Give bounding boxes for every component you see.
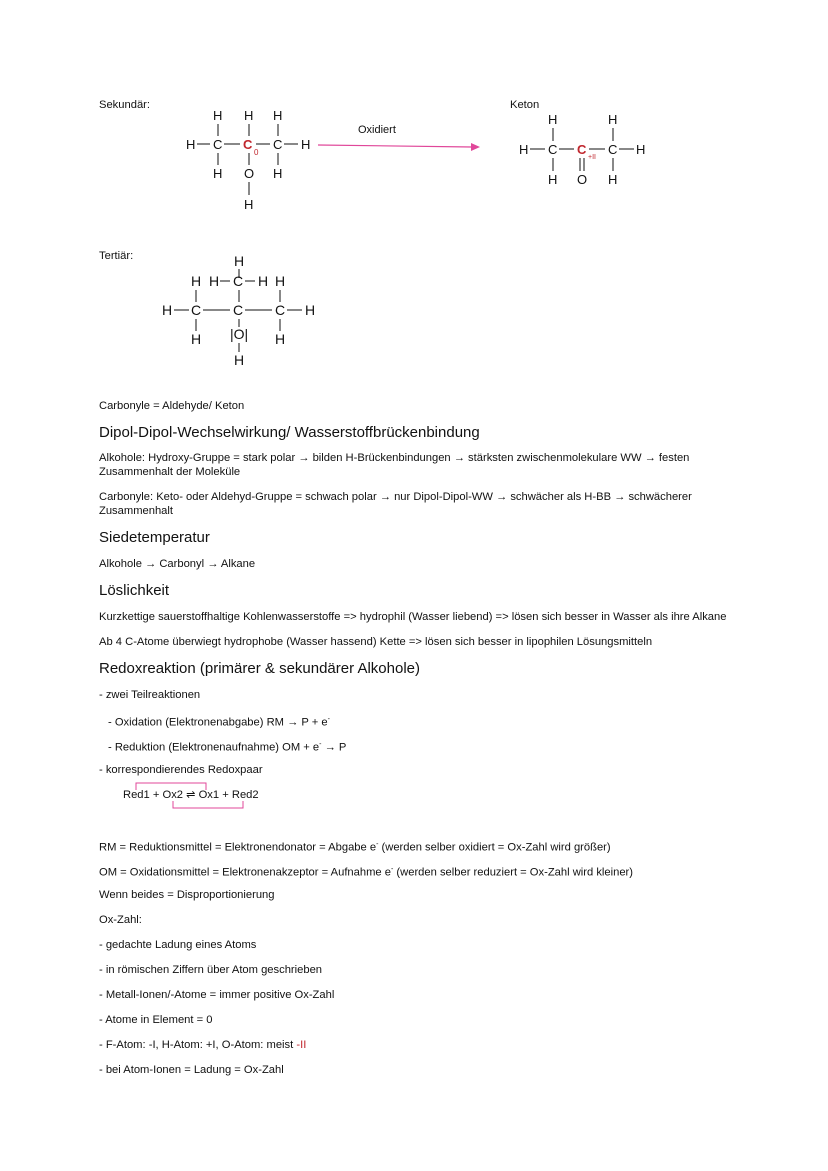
atom-h: H — [305, 302, 316, 318]
atom-h: H — [273, 108, 283, 123]
atom-c: C — [233, 302, 244, 318]
loes-line-2: Ab 4 C-Atome überwiegt hydrophobe (Wasser hassend) Kette => lösen sich besser in lipophilen Lösungsmitteln — [99, 636, 653, 648]
atom-h: H — [275, 273, 286, 289]
atom-h: H — [608, 172, 618, 187]
oxidation-arrow — [318, 124, 480, 151]
atom-h: H — [234, 253, 245, 269]
redox-paar: - korrespondierendes Redoxpaar — [99, 764, 263, 776]
para-alkohole: Alkohole: Hydroxy-Gruppe = stark polar → bilden H-Brückenbindungen → stärksten zwischenmolekulare WW → festen Zusammenhalt der Moleküle — [99, 452, 690, 478]
om-definition: OM = Oxidationsmittel = Elektronenakzeptor = Aufnahme e- (werden selber reduziert = Ox-Zahl wird kleiner) — [99, 866, 633, 879]
atom-h: H — [213, 108, 223, 123]
oxzahl-item: - Atome in Element = 0 — [99, 1014, 213, 1026]
atom-c: C — [191, 302, 202, 318]
atom-h: H — [191, 273, 202, 289]
rm-definition: RM = Reduktionsmittel = Elektronendonator = Abgabe e- (werden selber oxidiert = Ox-Zahl wird größer) — [99, 841, 611, 854]
atom-h: H — [244, 108, 254, 123]
heading-redox: Redoxreaktion (primärer & sekundärer Alkohole) — [99, 660, 420, 677]
redox-teilreaktionen: - zwei Teilreaktionen — [99, 689, 201, 701]
atom-c: C — [548, 142, 558, 157]
heading-dipol: Dipol-Dipol-Wechselwirkung/ Wasserstoffbrückenbindung — [99, 424, 480, 441]
atom-h: H — [258, 273, 269, 289]
disproportionierung: Wenn beides = Disproportionierung — [99, 889, 275, 901]
heading-loeslichkeit: Löslichkeit — [99, 582, 170, 599]
atom-h: H — [234, 352, 245, 368]
redox-reduktion: - Reduktion (Elektronenaufnahme) OM + e- → P — [108, 741, 347, 754]
arrow-label: Oxidiert — [358, 124, 396, 136]
heading-siedetemperatur: Siedetemperatur — [99, 529, 210, 546]
atom-h: H — [275, 331, 286, 347]
atom-c: C — [233, 273, 244, 289]
atom-o-lone-pairs: |O| — [230, 326, 249, 342]
oxzahl-item: - bei Atom-Ionen = Ladung = Ox-Zahl — [99, 1064, 284, 1076]
tertiary-label: Tertiär: — [99, 250, 134, 262]
atom-c: C — [213, 137, 223, 152]
keton-formula — [519, 112, 645, 187]
secondary-label: Sekundär: — [99, 99, 150, 111]
atom-h: H — [548, 112, 558, 127]
carbonyle-line: Carbonyle = Aldehyde/ Keton — [99, 400, 245, 412]
oxzahl-item: - gedachte Ladung eines Atoms — [99, 939, 257, 951]
atom-h: H — [636, 142, 646, 157]
oxzahl-item: - Metall-Ionen/-Atome = immer positive Ox-Zahl — [99, 989, 335, 1001]
atom-c: C — [273, 137, 283, 152]
atom-o: O — [244, 166, 255, 181]
ox-state-0: 0 — [254, 148, 259, 157]
atom-h: H — [608, 112, 618, 127]
ox-minus-ii: -II — [296, 1039, 307, 1051]
loes-line-1: Kurzkettige sauerstoffhaltige Kohlenwasserstoffe => hydrophil (Wasser liebend) => lösen sich besser in Wasser als ihre Alkane — [99, 611, 727, 623]
siede-line: Alkohole → Carbonyl → Alkane — [99, 558, 256, 570]
atom-h: H — [301, 137, 311, 152]
atom-c-red: C — [577, 142, 587, 157]
tertiary-alcohol-formula — [162, 253, 315, 368]
oxzahl-item-fatom: - F-Atom: -I, H-Atom: +I, O-Atom: meist -II — [99, 1039, 307, 1051]
oxzahl-item: - in römischen Ziffern über Atom geschrieben — [99, 964, 323, 976]
atom-h: H — [519, 142, 529, 157]
keton-label: Keton — [510, 99, 540, 111]
secondary-alcohol-formula — [186, 108, 310, 212]
structural-formulas — [0, 0, 828, 380]
atom-h: H — [213, 166, 223, 181]
para-carbonyle: Carbonyle: Keto- oder Aldehyd-Gruppe = schwach polar → nur Dipol-Dipol-WW → schwächer als H-BB → schwächerer Zusammenhalt — [99, 491, 692, 517]
atom-h: H — [244, 197, 254, 212]
atom-h: H — [162, 302, 173, 318]
ox-state-plus-ii: +II — [588, 154, 596, 161]
atom-h: H — [191, 331, 202, 347]
redox-equation: Red1 + Ox2 ⇌ Ox1 + Red2 — [123, 789, 259, 801]
atom-o: O — [577, 172, 588, 187]
atom-h: H — [186, 137, 196, 152]
oxzahl-title: Ox-Zahl: — [99, 914, 142, 926]
redox-oxidation: - Oxidation (Elektronenabgabe) RM → P + e- — [108, 716, 330, 729]
atom-c: C — [608, 142, 618, 157]
atom-h: H — [273, 166, 283, 181]
atom-c-red: C — [243, 137, 253, 152]
redox-pair-brackets — [120, 780, 260, 812]
atom-h: H — [209, 273, 220, 289]
atom-h: H — [548, 172, 558, 187]
atom-c: C — [275, 302, 286, 318]
